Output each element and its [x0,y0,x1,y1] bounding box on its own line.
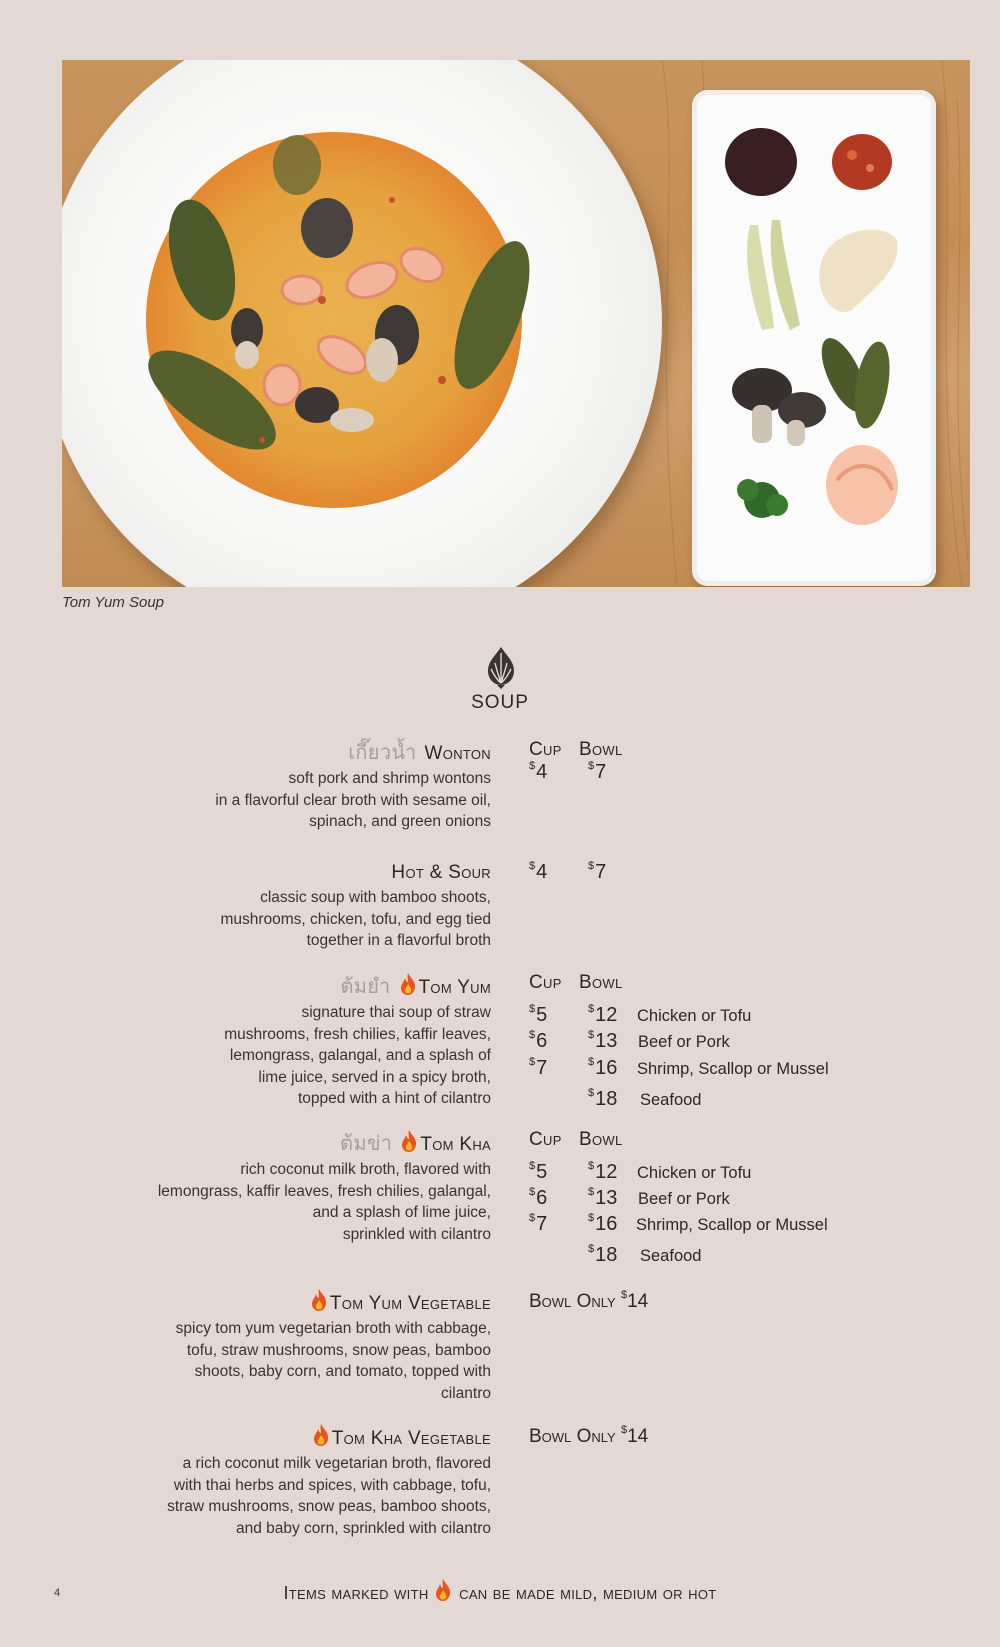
item-title [131,1423,491,1453]
bowl-price: $16 [588,1212,618,1235]
menu-item-wonton [111,739,491,833]
item-thai-name: ต้มข่า [340,1133,393,1155]
flame-icon [312,1423,330,1447]
item-thai-name: เกี๊ยวน้ำ [348,742,417,764]
item-thai-name: ต้มยำ [340,976,391,998]
desc-line: spicy tom yum vegetarian broth with cabbage, [175,1320,491,1337]
flame-icon [400,1129,418,1153]
desc-line: with thai herbs and spices, with cabbage, tofu, [173,1476,491,1494]
item-title [111,972,491,1002]
item-description [111,1002,491,1110]
bowl-price: $18 [588,1087,618,1110]
cup-price: $6 [529,1186,548,1209]
option-label: Seafood [640,1091,702,1109]
item-name: Tom Yum Vegetable [329,1293,491,1314]
bowl-price: $13 [588,1029,618,1052]
cup-price: $7 [529,1056,548,1079]
item-name: Tom Kha [420,1134,491,1155]
cup-price: $5 [529,1003,548,1026]
item-name: Hot & Sour [391,862,491,883]
desc-line: soft pork and shrimp wontons [288,770,491,787]
spice-footnote [0,1578,1000,1604]
menu-item-tom-yum-vegetable [131,1288,491,1404]
desc-line: lemongrass, galangal, and a splash of [229,1047,491,1065]
desc-line: lime juice, served in a spicy broth, [258,1068,491,1086]
item-name: Tom Kha Vegetable [331,1428,491,1449]
desc-line: a rich coconut milk vegetarian broth, flavored [182,1455,491,1472]
option-label: Shrimp, Scallop or Mussel [636,1216,828,1234]
cup-price: $5 [529,1160,548,1183]
page-number: 4 [54,1587,61,1599]
photo-caption: Tom Yum Soup [62,594,165,611]
bowl-price: $12 [588,1003,618,1026]
item-description [111,1159,491,1245]
cup-price: $7 [529,1212,548,1235]
tom-yum-soup-photo [62,60,970,587]
desc-line: straw mushrooms, snow peas, bamboo shoots, [167,1498,491,1516]
item-title [111,1129,491,1159]
bowl-header: Bowl [579,972,623,993]
flame-icon [434,1578,452,1602]
menu-item-tom-kha-vegetable [131,1423,491,1539]
desc-line: topped with a hint of cilantro [297,1090,491,1108]
desc-line: mushrooms, chicken, tofu, and egg tied [220,910,491,928]
desc-line: sprinkled with cilantro [342,1225,491,1243]
desc-line: in a flavorful clear broth with sesame oil, [215,791,491,809]
desc-line: tofu, straw mushrooms, snow peas, bamboo [186,1341,491,1359]
bowl-header: Bowl [579,739,623,760]
option-label: Chicken or Tofu [637,1007,752,1025]
cup-price: $6 [529,1029,548,1052]
desc-line: rich coconut milk broth, flavored with [240,1161,491,1178]
flame-icon [399,972,417,996]
option-label: Shrimp, Scallop or Mussel [637,1060,829,1078]
cup-price: $4 [529,860,548,883]
cup-price: $4 [529,760,548,783]
section-title: SOUP [471,692,529,713]
flame-icon [310,1288,328,1312]
bowl-price: $7 [588,860,607,883]
menu-item-tom-kha [111,1129,491,1245]
bowl-price: $13 [588,1186,618,1209]
bowl-price: $7 [588,760,607,783]
desc-line: cilantro [441,1384,491,1402]
option-label: Chicken or Tofu [637,1164,752,1182]
bowl-only-price: Bowl Only $14 [529,1289,649,1312]
option-label: Beef or Pork [638,1190,730,1208]
bowl-header: Bowl [579,1129,623,1150]
option-label: Seafood [640,1247,702,1265]
desc-line: lemongrass, kaffir leaves, fresh chilies, galangal, [157,1182,491,1200]
desc-line: classic soup with bamboo shoots, [260,889,491,906]
menu-item-hot-sour [111,859,491,952]
item-description [131,1453,491,1539]
desc-line: mushrooms, fresh chilies, kaffir leaves, [224,1025,491,1043]
footnote-text: Items marked with [283,1583,429,1603]
item-title [131,1288,491,1318]
menu-item-tom-yum [111,972,491,1110]
item-name: Wonton [424,743,491,764]
footnote-text: can be made mild, medium or hot [459,1583,717,1603]
bowl-price: $16 [588,1056,618,1079]
desc-line: together in a flavorful broth [306,932,491,950]
option-label: Beef or Pork [638,1033,730,1051]
desc-line: spinach, and green onions [309,813,491,831]
desc-line: and baby corn, sprinkled with cilantro [235,1519,491,1537]
cup-header: Cup [529,972,562,993]
item-name: Tom Yum [418,977,491,998]
desc-line: and a splash of lime juice, [312,1204,491,1222]
bowl-price: $12 [588,1160,618,1183]
bowl-only-price: Bowl Only $14 [529,1424,649,1447]
bowl-price: $18 [588,1243,618,1266]
item-description [131,1318,491,1404]
item-description [111,768,491,833]
item-description [111,887,491,952]
desc-line: shoots, baby corn, and tomato, topped with [194,1363,491,1381]
lotus-icon [484,645,518,689]
tray-ingredients [62,60,970,587]
cup-header: Cup [529,1129,562,1150]
desc-line: signature thai soup of straw [301,1004,491,1021]
item-title [111,739,491,768]
cup-header: Cup [529,739,562,760]
